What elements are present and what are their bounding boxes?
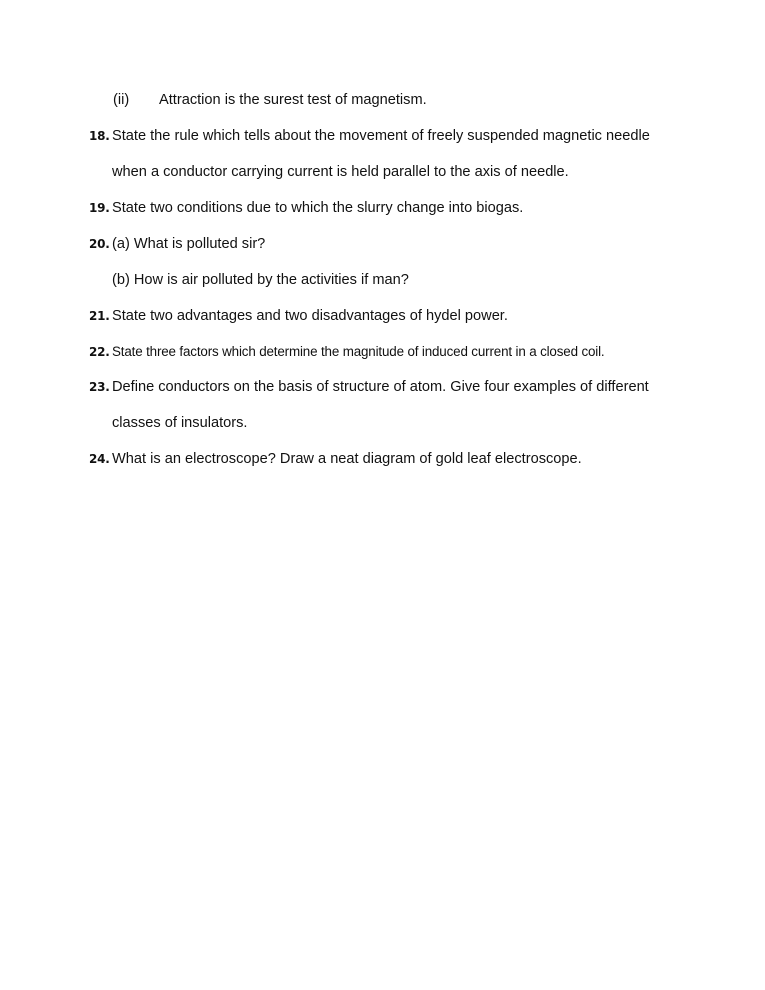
sub-item-marker: (ii) (113, 92, 130, 108)
sub-item-text: Attraction is the surest test of magnetism. (159, 92, 427, 108)
question-text-continued: classes of insulators. (112, 415, 248, 431)
question-text-continued: when a conductor carrying current is held parallel to the axis of needle. (112, 164, 569, 180)
question-number: 19. (89, 201, 110, 215)
question-number: 23. (89, 380, 110, 394)
question-number: 21. (89, 309, 110, 323)
question-text: State two advantages and two disadvantages of hydel power. (112, 308, 508, 324)
question-text: What is an electroscope? Draw a neat diagram of gold leaf electroscope. (112, 451, 582, 467)
question-number: 20. (89, 237, 110, 251)
question-number: 24. (89, 452, 110, 466)
question-number: 18. (89, 129, 110, 143)
question-text: State two conditions due to which the slurry change into biogas. (112, 200, 524, 216)
question-text: Define conductors on the basis of structure of atom. Give four examples of different (112, 379, 649, 395)
question-part-a: (a) What is polluted sir? (112, 236, 266, 252)
sub-item-ii (113, 91, 427, 109)
question-part-b: (b) How is air polluted by the activities if man? (112, 272, 409, 288)
question-number: 22. (89, 345, 110, 359)
question-text: State three factors which determine the magnitude of induced current in a closed coil. (112, 344, 605, 359)
question-text: State the rule which tells about the movement of freely suspended magnetic needle (112, 128, 650, 144)
